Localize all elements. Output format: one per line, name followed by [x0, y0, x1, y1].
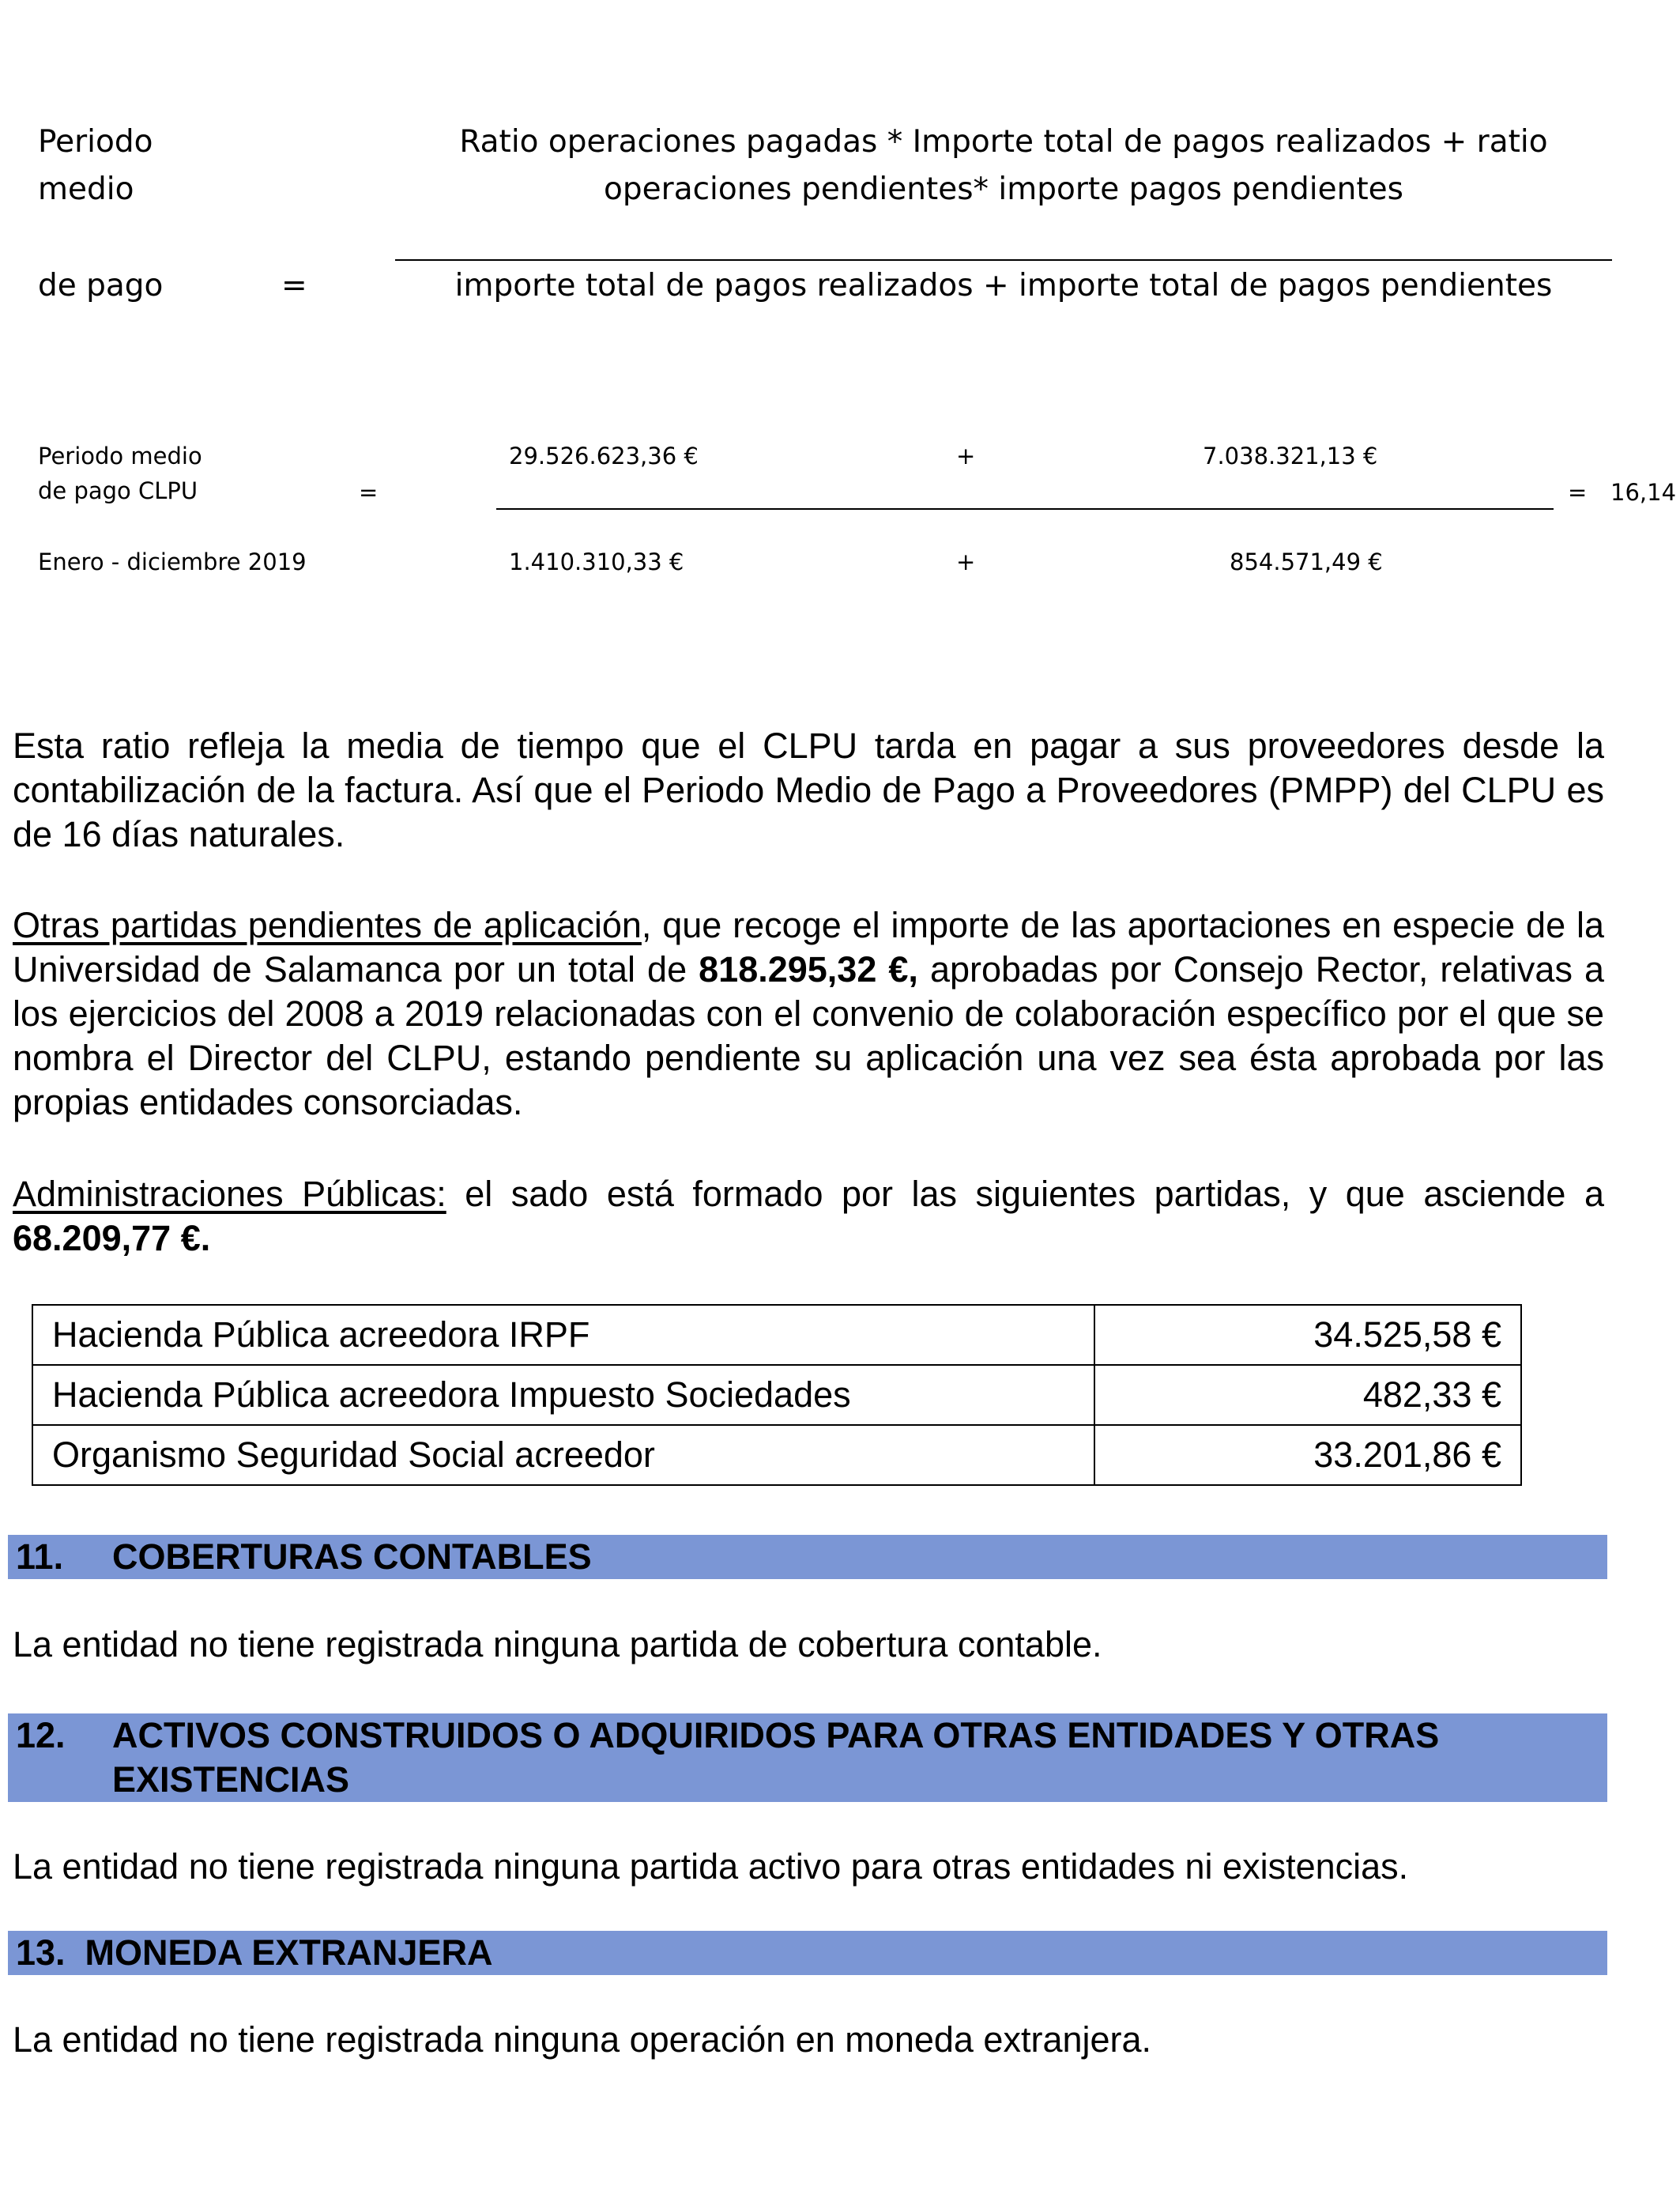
table-cell-amount: 33.201,86 €	[1094, 1425, 1521, 1485]
calc-numerator-a: 29.526.623,36 €	[509, 443, 699, 469]
table-cell-concept: Hacienda Pública acreedora IRPF	[32, 1305, 1094, 1365]
section-12-title-line1: ACTIVOS CONSTRUIDOS O ADQUIRIDOS PARA OTRAS ENTIDADES Y OTRAS	[112, 1715, 1440, 1755]
section-11-text: La entidad no tiene registrada ninguna partida de cobertura contable.	[13, 1624, 1102, 1664]
table-cell-concept: Organismo Seguridad Social acreedor	[32, 1425, 1094, 1485]
administraciones-table	[32, 1304, 1522, 1486]
table-cell-amount: 34.525,58 €	[1094, 1305, 1521, 1365]
section-12-title-line2: EXISTENCIAS	[112, 1759, 350, 1800]
paragraph-otras-partidas-amount: 818.295,32 €,	[699, 949, 918, 990]
paragraph-otras-partidas-heading: Otras partidas pendientes de aplicación	[13, 905, 642, 945]
formula-label-line2: medio	[38, 172, 134, 207]
paragraph-administraciones	[13, 1172, 1604, 1261]
formula-numerator-line1: Ratio operaciones pagadas * Importe total de pagos realizados + ratio	[459, 124, 1548, 160]
calc-denominator-a: 1.410.310,33 €	[509, 548, 684, 575]
calc-fraction-line	[496, 508, 1554, 510]
formula-label-line1: Periodo	[38, 124, 153, 160]
paragraph-pmpp: Esta ratio refleja la media de tiempo que el CLPU tarda en pagar a sus proveedores desde la contabilización de la factura. Así que el Periodo Medio de Pago a Proveedores (PMPP) del CLPU es de 16 días naturales.	[13, 726, 1604, 854]
section-12-number: 12.	[16, 1715, 66, 1755]
formula-fraction-line	[395, 259, 1612, 261]
formula-denominator: importe total de pagos realizados + importe total de pagos pendientes	[454, 268, 1553, 303]
formula-numerator-line2: operaciones pendientes* importe pagos pendientes	[604, 172, 1403, 207]
table-row	[32, 1305, 1521, 1365]
section-13-title: 13. MONEDA EXTRANJERA	[16, 1932, 493, 1973]
section-13-text: La entidad no tiene registrada ninguna operación en moneda extranjera.	[13, 2019, 1152, 2060]
section-12-heading	[8, 1713, 1607, 1802]
calc-equals: =	[359, 479, 379, 506]
section-11-number: 11.	[16, 1536, 64, 1577]
calc-result: 16,14	[1610, 479, 1677, 506]
formula-equals: =	[281, 268, 307, 303]
calc-denominator-plus: +	[956, 548, 976, 575]
calc-period: Enero - diciembre 2019	[38, 548, 307, 575]
paragraph-otras-partidas	[13, 903, 1604, 1125]
calc-label-line1: Periodo medio	[38, 443, 202, 469]
calc-numerator-plus: +	[956, 443, 976, 469]
paragraph-otras-partidas-text-b: aprobadas por Consejo Rector, relativas a los ejercicios del 2008 a 2019 relacionadas con el convenio de colaboración específico por el que se nombra el Director del CLPU, estando pendiente su aplicación una vez sea ésta aprobada por las propias entidades consorciadas.	[13, 949, 1604, 1122]
table-cell-concept: Hacienda Pública acreedora Impuesto Sociedades	[32, 1365, 1094, 1425]
section-11-title: COBERTURAS CONTABLES	[112, 1536, 592, 1577]
table-row	[32, 1365, 1521, 1425]
section-12-text: La entidad no tiene registrada ninguna partida activo para otras entidades ni existencias.	[13, 1846, 1409, 1887]
calc-label-line2: de pago CLPU	[38, 477, 198, 504]
paragraph-administraciones-amount: 68.209,77 €.	[13, 1218, 211, 1258]
calc-result-equals: =	[1568, 479, 1588, 506]
table-cell-amount: 482,33 €	[1094, 1365, 1521, 1425]
calc-denominator-b: 854.571,49 €	[1230, 548, 1383, 575]
calc-numerator-b: 7.038.321,13 €	[1203, 443, 1378, 469]
table-row	[32, 1425, 1521, 1485]
section-13-heading	[8, 1931, 1607, 1975]
section-11-heading	[8, 1535, 1607, 1579]
formula-label-line3: de pago	[38, 268, 164, 303]
paragraph-administraciones-heading: Administraciones Públicas:	[13, 1174, 446, 1214]
paragraph-otras-partidas-text-a: , que recoge el importe de las aportaciones en especie de la Universidad de Salamanca por un total de	[13, 905, 1604, 990]
paragraph-administraciones-text: el sado está formado por las siguientes partidas, y que asciende a	[446, 1174, 1604, 1214]
